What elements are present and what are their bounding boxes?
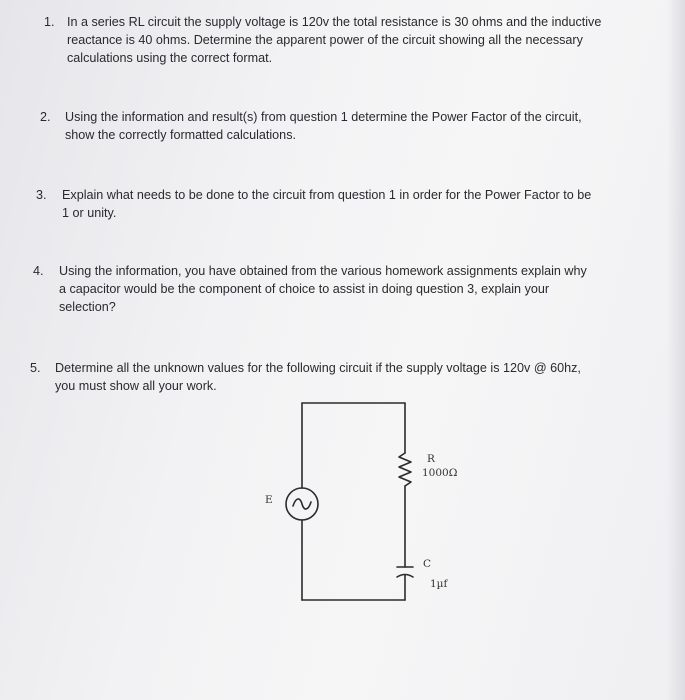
resistor-label: R [427,453,435,465]
question-3-text: Explain what needs to be done to the circuit from question 1 in order for the Power Factor to be 1 or unity. [62,188,592,220]
question-2-text: Using the information and result(s) from question 1 determine the Power Factor of the circuit, show the correctly formatted calculations. [65,110,582,142]
source-label: E [265,494,273,506]
question-1-text: In a series RL circuit the supply voltage is 120v the total resistance is 30 ohms and the inductive reactance is 40 ohms. Determine the apparent power of the circuit showing all the necessary calculations using the correct format. [67,15,602,65]
question-1-number: 1. [44,15,55,29]
question-5-number: 5. [30,361,41,375]
resistor-value: 1000Ω [422,467,458,479]
ac-sine-icon [293,499,311,509]
question-3-number: 3. [36,188,47,202]
page-edge-shadow [667,0,685,700]
capacitor-value: 1µf [430,578,448,590]
question-5-text: Determine all the unknown values for the following circuit if the supply voltage is 120v @ 60hz, you must show all your work. [55,361,581,393]
rc-circuit-diagram [255,395,475,610]
capacitor-label: C [423,558,432,570]
resistor-zigzag [399,453,411,486]
question-4-number: 4. [33,264,44,278]
question-2-number: 2. [40,110,51,124]
question-4-text: Using the information, you have obtained from the various homework assignments explain why a capacitor would be the component of choice to assist in doing question 3, explain your selection? [59,264,587,314]
